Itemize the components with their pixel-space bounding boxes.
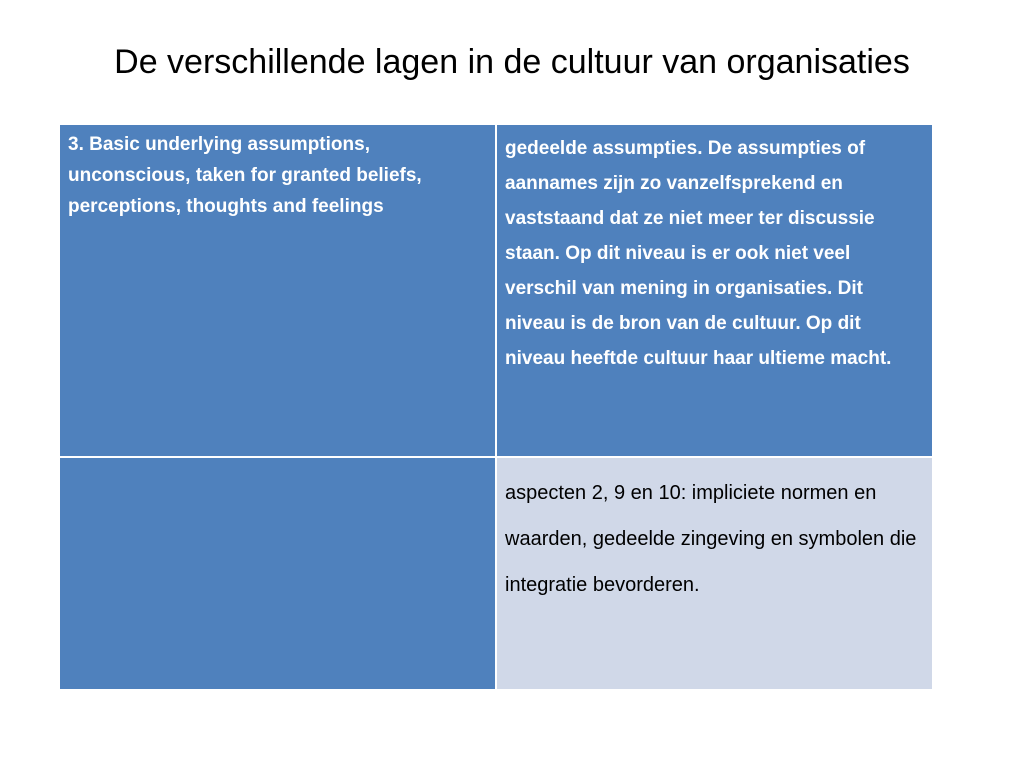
table-cell-row2-left — [60, 458, 495, 689]
table-cell-row1-right: gedeelde assumpties. De assumpties of aannames zijn zo vanzelfsprekend en vaststaand dat ze niet meer ter discussie staan. Op dit niveau is er ook niet veel verschil van mening in organisaties. Dit niveau is de bron van de cultuur. Op dit niveau heeftde cultuur haar ultieme macht. — [497, 125, 932, 456]
table-cell-row1-left: 3. Basic underlying assumptions, unconscious, taken for granted beliefs, perceptions, thoughts and feelings — [60, 125, 495, 456]
table-cell-row2-right: aspecten 2, 9 en 10: impliciete normen en waarden, gedeelde zingeving en symbolen die integratie bevorderen. — [497, 458, 932, 689]
slide-title: De verschillende lagen in de cultuur van organisaties — [114, 43, 910, 81]
content-table — [60, 125, 932, 691]
